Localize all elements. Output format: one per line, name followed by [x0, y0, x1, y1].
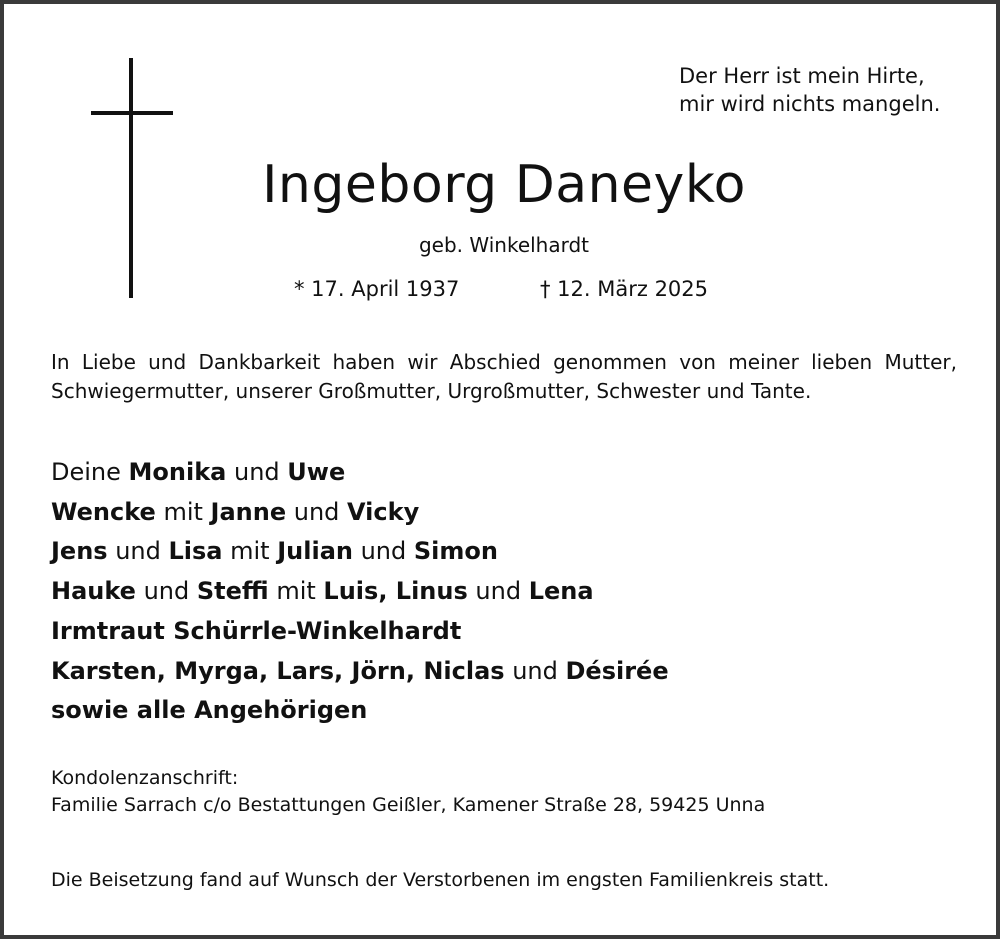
death-date: † 12. März 2025 — [540, 277, 709, 301]
family-line — [51, 572, 669, 612]
family-member: Wencke — [51, 497, 156, 526]
psalm-quote — [679, 62, 940, 118]
family-member: Désirée — [565, 656, 669, 685]
cross-icon-bar — [91, 111, 173, 115]
family-text: und — [286, 497, 348, 526]
family-text: mit — [268, 577, 324, 606]
condolence-address — [51, 765, 765, 819]
birth-date: * 17. April 1937 — [294, 277, 460, 301]
family-line — [51, 652, 669, 692]
family-member: Hauke — [51, 577, 136, 606]
family-member: Julian — [277, 537, 353, 566]
family-line — [51, 691, 669, 731]
family-member: Simon — [413, 537, 498, 566]
family-text: und — [504, 656, 566, 685]
family-text: Deine — [51, 458, 129, 486]
family-line — [51, 453, 669, 493]
family-line — [51, 493, 669, 533]
condolence-label: Kondolenzanschrift: — [51, 767, 239, 789]
family-member: Vicky — [347, 497, 420, 526]
family-text: und — [226, 458, 288, 486]
family-member: Monika — [128, 458, 227, 486]
deceased-name — [4, 152, 1000, 218]
maiden-name: geb. Winkelhardt — [418, 233, 590, 257]
family-text: mit — [222, 537, 278, 566]
family-member: Luis, Linus — [323, 577, 468, 606]
family-member: Lena — [528, 577, 594, 606]
family-member: Lisa — [168, 537, 223, 566]
family-text: und — [107, 537, 169, 566]
family-member: Irmtraut Schürrle-Winkelhardt — [51, 616, 462, 645]
family-member: sowie alle Angehörigen — [51, 696, 368, 725]
family-member: Uwe — [287, 458, 346, 486]
family-text: und — [467, 577, 529, 606]
psalm-line-1: Der Herr ist mein Hirte, — [679, 64, 925, 88]
family-line — [51, 532, 669, 572]
family-member: Steffi — [196, 577, 269, 606]
deceased-name-text: Ingeborg Daneyko — [262, 155, 746, 215]
family-member: Karsten, Myrga, Lars, Jörn, Niclas — [51, 656, 505, 685]
burial-note: Die Beisetzung fand auf Wunsch der Verstorbenen im engsten Familienkreis statt. — [51, 869, 830, 891]
family-member: Jens — [51, 537, 108, 566]
psalm-line-2: mir wird nichts mangeln. — [679, 92, 941, 116]
family-member: Janne — [210, 497, 287, 526]
condolence-address-text: Familie Sarrach c/o Bestattungen Geißler, Kamener Straße 28, 59425 Unna — [51, 794, 766, 816]
family-text: und — [135, 577, 197, 606]
family-line — [51, 612, 669, 652]
family-list — [51, 453, 669, 731]
intro-text: In Liebe und Dankbarkeit haben wir Abschied genommen von meiner lieben Mutter, Schwiegermutter, unserer Großmutter, Urgroßmutter, Schwester und Tante. — [51, 350, 957, 403]
family-text: mit — [155, 497, 211, 526]
family-text: und — [352, 537, 414, 566]
